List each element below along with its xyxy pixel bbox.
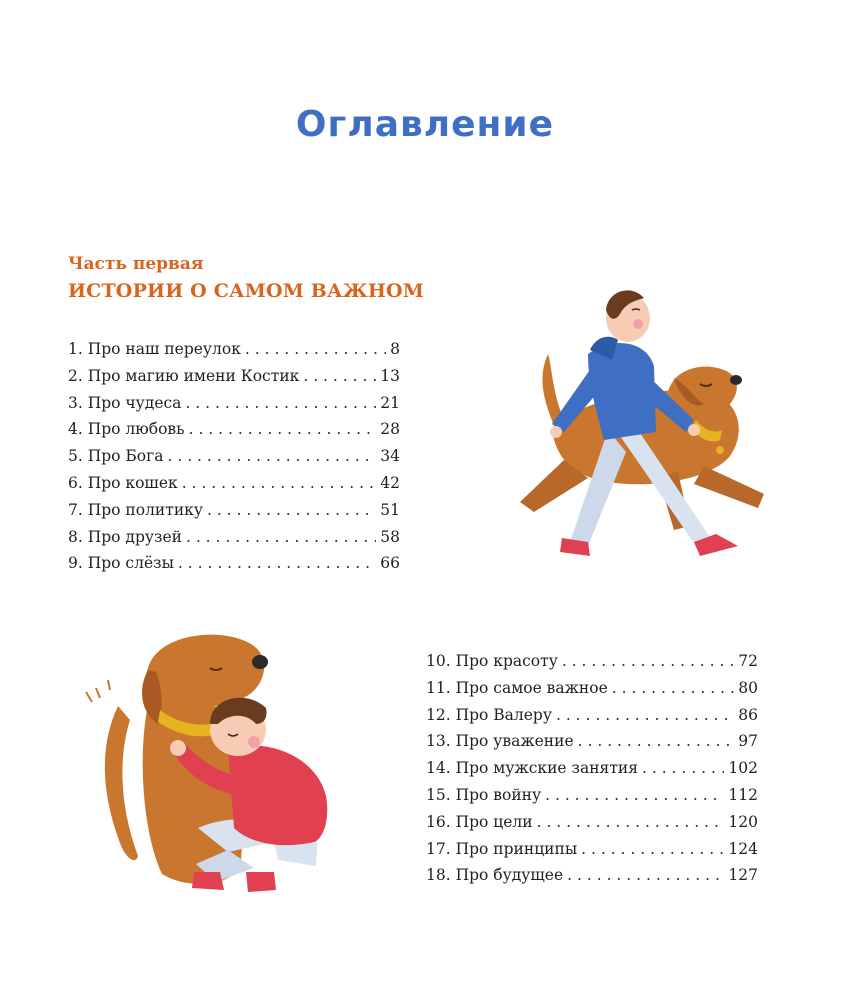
toc-entry-page: 72 — [738, 652, 758, 670]
toc-entry-page: 112 — [728, 785, 758, 804]
toc-entry[interactable] — [68, 443, 400, 470]
toc-leader — [186, 524, 376, 551]
toc-leader — [578, 728, 735, 755]
part-title: ИСТОРИИ О САМОМ ВАЖНОМ — [68, 280, 424, 302]
toc-leader — [612, 675, 735, 702]
toc-entry-title: 11. Про самое важное — [426, 678, 608, 697]
toc-leader — [168, 443, 377, 470]
toc-entry-title: 1. Про наш переулок — [68, 340, 241, 358]
toc-leader — [642, 755, 724, 782]
toc-entry-title: 8. Про друзей — [68, 527, 182, 546]
toc-leader — [537, 809, 725, 836]
toc-leader — [182, 470, 377, 497]
toc-leader — [556, 702, 734, 729]
toc-list-left — [68, 336, 400, 577]
toc-entry-title: 10. Про красоту — [426, 652, 558, 670]
toc-entry[interactable] — [426, 782, 758, 809]
toc-leader — [207, 497, 376, 524]
toc-entry[interactable] — [426, 862, 758, 889]
toc-entry-title: 12. Про Валеру — [426, 705, 552, 724]
toc-entry-title: 16. Про цели — [426, 812, 533, 831]
toc-entry-title: 18. Про будущее — [426, 866, 564, 885]
toc-entry-title: 7. Про политику — [68, 500, 203, 519]
toc-leader — [245, 336, 386, 363]
toc-entry-title: 4. Про любовь — [68, 420, 185, 439]
toc-entry[interactable] — [426, 836, 758, 863]
toc-entry-title: 5. Про Бога — [68, 447, 164, 466]
toc-entry-title: 2. Про магию имени Костик — [68, 366, 300, 385]
part-label: Часть первая — [68, 254, 204, 274]
toc-entry[interactable] — [68, 363, 400, 390]
boy-hugging-dog-illustration — [78, 628, 338, 903]
toc-leader — [581, 836, 724, 863]
toc-entry-page: 124 — [728, 839, 758, 858]
toc-entry-page: 21 — [380, 393, 400, 412]
toc-entry-page: 58 — [380, 527, 400, 546]
toc-list-right — [426, 648, 758, 889]
toc-entry-page: 102 — [728, 759, 758, 778]
boy-walking-with-dog-illustration — [508, 280, 778, 580]
toc-entry-title: 3. Про чудеса — [68, 393, 182, 412]
toc-entry-page: 28 — [380, 420, 400, 439]
toc-leader — [562, 648, 734, 675]
toc-entry-page: 34 — [380, 447, 400, 466]
toc-leader — [178, 550, 376, 577]
toc-entry-page: 127 — [728, 866, 758, 885]
toc-entry-page: 13 — [380, 366, 400, 385]
toc-entry-page: 80 — [738, 678, 758, 697]
toc-entry[interactable] — [68, 550, 400, 577]
toc-entry[interactable] — [68, 470, 400, 497]
toc-entry-page: 97 — [738, 732, 758, 751]
toc-entry-title: 17. Про принципы — [426, 839, 578, 858]
toc-leader — [303, 363, 376, 390]
toc-entry-title: 15. Про войну — [426, 785, 542, 804]
page-title: Оглавление — [295, 104, 555, 145]
toc-entry[interactable] — [68, 524, 400, 551]
toc-entry-title: 14. Про мужские занятия — [426, 759, 638, 778]
toc-leader — [189, 416, 377, 443]
toc-entry-title: 6. Про кошек — [68, 473, 178, 492]
toc-entry-page: 66 — [380, 554, 400, 573]
toc-entry-page: 8 — [390, 340, 400, 358]
toc-entry[interactable] — [426, 648, 758, 675]
toc-entry[interactable] — [426, 809, 758, 836]
toc-leader — [545, 782, 724, 809]
toc-entry[interactable] — [68, 336, 400, 363]
toc-entry[interactable] — [68, 416, 400, 443]
toc-entry[interactable] — [426, 755, 758, 782]
toc-entry[interactable] — [426, 728, 758, 755]
toc-leader — [185, 390, 376, 417]
toc-entry-page: 86 — [738, 705, 758, 724]
toc-entry-page: 120 — [728, 812, 758, 831]
toc-entry-page: 51 — [380, 500, 400, 519]
toc-entry[interactable] — [426, 702, 758, 729]
toc-entry-title: 9. Про слёзы — [68, 554, 174, 573]
toc-entry[interactable] — [68, 497, 400, 524]
toc-entry[interactable] — [68, 390, 400, 417]
toc-entry-title: 13. Про уважение — [426, 732, 574, 751]
toc-leader — [567, 862, 724, 889]
toc-entry[interactable] — [426, 675, 758, 702]
toc-entry-page: 42 — [380, 473, 400, 492]
